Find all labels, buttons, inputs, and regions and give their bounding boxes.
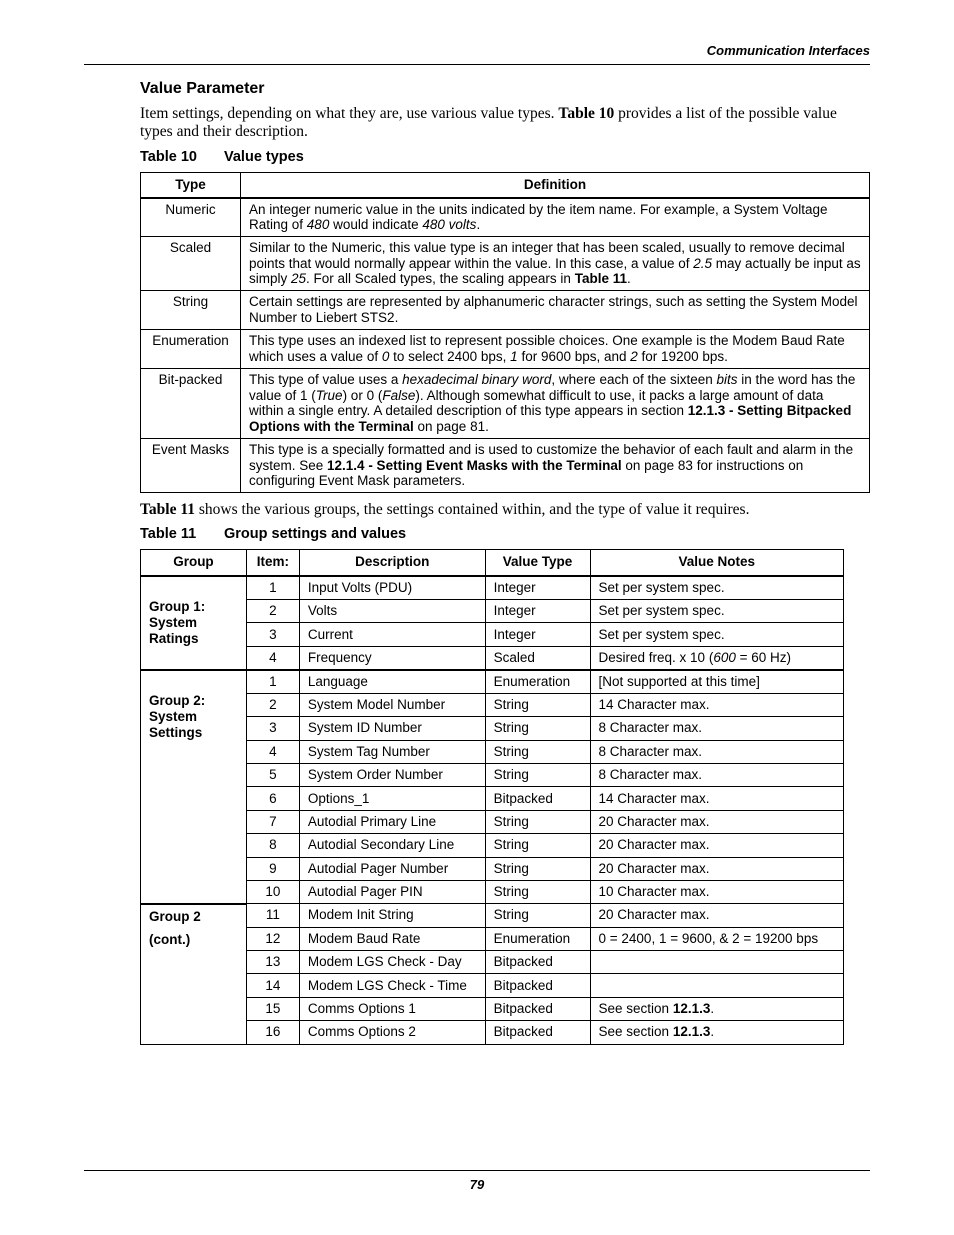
value-type-cell: String (485, 834, 590, 857)
definition-italic: 480 (306, 217, 330, 232)
group-label-line: (cont.) (149, 931, 191, 947)
definition-text: to select 2400 bps, (389, 348, 511, 364)
value-notes-cell: 10 Character max. (590, 880, 843, 903)
group-cell-1 (141, 576, 247, 670)
value-notes-cell: [Not supported at this time] (590, 670, 843, 694)
table-row (141, 763, 844, 786)
table-row (141, 997, 844, 1020)
description-cell: Autodial Pager PIN (299, 880, 485, 903)
table-row (141, 237, 870, 291)
item-cell: 5 (246, 763, 299, 786)
mid-table-ref: Table 11 (140, 501, 195, 518)
col-header-type: Type (141, 173, 241, 198)
value-notes-cell (590, 974, 843, 997)
table-row (141, 951, 844, 974)
value-type-cell: Bitpacked (485, 997, 590, 1020)
table-row (141, 857, 844, 880)
value-notes-cell (590, 997, 843, 1020)
definition-text: This type of value uses a (249, 372, 403, 387)
table-row (141, 927, 844, 950)
definition-text: on page 81. (413, 418, 489, 434)
definition-text: This type is a specially formatted and is used to customize the behavior of each fault and alarm in the system. See (249, 442, 854, 473)
value-notes-cell: 8 Character max. (590, 717, 843, 740)
table-row (141, 834, 844, 857)
definition-cell: Certain settings are represented by alphanumeric character strings, such as setting the System Model Number to Liebert STS2. (241, 291, 870, 330)
footer-rule (84, 1170, 870, 1171)
type-cell: Bit-packed (141, 369, 241, 439)
item-cell: 11 (246, 904, 299, 927)
table-header-row (141, 173, 870, 198)
notes-text: Desired freq. x 10 ( (598, 649, 714, 665)
group-label-line: Group 1: (149, 598, 206, 614)
table-row (141, 439, 870, 493)
value-type-cell: String (485, 717, 590, 740)
definition-italic: False (382, 387, 416, 403)
table-row (141, 600, 844, 623)
col-header-item: Item: (246, 550, 299, 577)
description-cell: System ID Number (299, 717, 485, 740)
definition-text: may actually be input as simply (249, 255, 861, 286)
group-cell-3 (141, 904, 247, 1044)
item-cell: 2 (246, 693, 299, 716)
group-label-line: System (149, 708, 198, 724)
definition-text: . (476, 217, 481, 232)
table11-caption-title: Group settings and values (224, 526, 407, 542)
group-label-line: Ratings (149, 630, 199, 646)
table-row (141, 1021, 844, 1044)
definition-italic: 1 (510, 348, 518, 364)
table-row (141, 787, 844, 810)
table-row (141, 974, 844, 997)
definition-text: ) or 0 ( (342, 387, 383, 403)
type-cell: Event Masks (141, 439, 241, 493)
description-cell: System Tag Number (299, 740, 485, 763)
table-row (141, 330, 870, 369)
type-cell: Numeric (141, 198, 241, 237)
item-cell: 1 (246, 576, 299, 600)
value-notes-cell (590, 646, 843, 670)
value-notes-cell: 20 Character max. (590, 904, 843, 927)
item-cell: 14 (246, 974, 299, 997)
definition-cell (241, 330, 870, 369)
value-type-cell: String (485, 904, 590, 927)
definition-italic: 2 (630, 348, 638, 364)
definition-italic: True (315, 387, 343, 403)
value-type-cell: Integer (485, 623, 590, 646)
running-header: Communication Interfaces (706, 43, 870, 58)
definition-text: would indicate (329, 217, 423, 232)
description-cell: Modem LGS Check - Time (299, 974, 485, 997)
item-cell: 7 (246, 810, 299, 833)
definition-bold-ref: 12.1.4 - Setting Event Masks with the Terminal (327, 457, 622, 473)
table-row (141, 880, 844, 903)
group-settings-table (140, 549, 844, 1045)
description-cell: Current (299, 623, 485, 646)
col-header-definition: Definition (241, 173, 870, 198)
group-cell-2 (141, 670, 247, 904)
table10-caption (140, 149, 304, 165)
notes-text: . (710, 1001, 715, 1017)
description-cell: Comms Options 1 (299, 997, 485, 1020)
intro-text-b: provides a list of the possible value types and their description. (140, 105, 837, 140)
type-cell: Scaled (141, 237, 241, 291)
table-row (141, 693, 844, 716)
group-label-line: Group 2: (149, 692, 206, 708)
value-notes-cell (590, 1021, 843, 1044)
value-notes-cell: 20 Character max. (590, 857, 843, 880)
intro-text-a: Item settings, depending on what they are, use various value types. (140, 105, 559, 122)
table-row (141, 810, 844, 833)
notes-text: = 60 Hz) (735, 649, 791, 665)
value-notes-cell: 20 Character max. (590, 834, 843, 857)
value-type-cell: Enumeration (485, 670, 590, 694)
header-rule (84, 64, 870, 65)
section-title: Value Parameter (140, 80, 265, 97)
item-cell: 15 (246, 997, 299, 1020)
value-type-cell: Bitpacked (485, 1021, 590, 1044)
value-type-cell: String (485, 693, 590, 716)
definition-italic: bits (716, 372, 738, 387)
description-cell: Autodial Primary Line (299, 810, 485, 833)
notes-text: . (710, 1024, 715, 1040)
description-cell: Autodial Pager Number (299, 857, 485, 880)
table-row (141, 291, 870, 330)
table-row (141, 623, 844, 646)
value-type-cell: Bitpacked (485, 951, 590, 974)
col-header-value-type: Value Type (485, 550, 590, 577)
definition-italic: 2.5 (693, 255, 713, 271)
value-type-cell: Bitpacked (485, 974, 590, 997)
item-cell: 13 (246, 951, 299, 974)
value-notes-cell: 8 Character max. (590, 740, 843, 763)
type-cell: Enumeration (141, 330, 241, 369)
item-cell: 16 (246, 1021, 299, 1044)
definition-cell (241, 198, 870, 237)
item-cell: 9 (246, 857, 299, 880)
description-cell: System Model Number (299, 693, 485, 716)
table-row (141, 717, 844, 740)
item-cell: 2 (246, 600, 299, 623)
definition-bold-ref: 12.1.3 - Setting Bitpacked Options with the Terminal (249, 403, 852, 434)
value-type-cell: String (485, 763, 590, 786)
mid-text: shows the various groups, the settings contained within, and the type of value it requires. (195, 501, 750, 518)
definition-text: This type uses an indexed list to represent possible choices. One example is the Modem Baud Rate which uses a value of (249, 333, 845, 364)
item-cell: 4 (246, 646, 299, 670)
definition-text: for 19200 bps. (637, 348, 728, 364)
item-cell: 3 (246, 717, 299, 740)
table-row (141, 369, 870, 439)
definition-bold-ref: Table 11 (574, 271, 627, 286)
group-label-line: System (149, 614, 198, 630)
description-cell: Input Volts (PDU) (299, 576, 485, 600)
table11-caption-number: Table 11 (140, 526, 197, 542)
definition-cell (241, 237, 870, 291)
description-cell: System Order Number (299, 763, 485, 786)
description-cell: Autodial Secondary Line (299, 834, 485, 857)
table-row (141, 198, 870, 237)
mid-paragraph (140, 501, 870, 519)
value-notes-cell: 0 = 2400, 1 = 9600, & 2 = 19200 bps (590, 927, 843, 950)
table-header-row (141, 550, 844, 577)
definition-text: An integer numeric value in the units indicated by the item name. For example, a System Voltage Rating of (249, 201, 828, 232)
description-cell: Modem Baud Rate (299, 927, 485, 950)
definition-text: for 9600 bps, and (517, 348, 631, 364)
value-notes-cell: Set per system spec. (590, 623, 843, 646)
table-row (141, 740, 844, 763)
table-row (141, 576, 844, 600)
definition-cell (241, 369, 870, 439)
description-cell: Frequency (299, 646, 485, 670)
value-type-cell: Integer (485, 600, 590, 623)
definition-text: on page 83 for instructions on configuring Event Mask parameters. (249, 457, 804, 488)
definition-cell (241, 439, 870, 493)
table10-caption-title: Value types (224, 149, 304, 165)
description-cell: Comms Options 2 (299, 1021, 485, 1044)
item-cell: 6 (246, 787, 299, 810)
value-type-cell: String (485, 880, 590, 903)
description-cell: Volts (299, 600, 485, 623)
col-header-group: Group (141, 550, 247, 577)
description-cell: Modem Init String (299, 904, 485, 927)
value-notes-cell: 14 Character max. (590, 693, 843, 716)
definition-italic: 0 (381, 348, 390, 364)
col-header-value-notes: Value Notes (590, 550, 843, 577)
definition-text: , where each of the sixteen (551, 372, 717, 387)
notes-italic: 600 (713, 649, 736, 665)
value-notes-cell (590, 951, 843, 974)
item-cell: 12 (246, 927, 299, 950)
value-notes-cell: Set per system spec. (590, 600, 843, 623)
table-row (141, 904, 844, 927)
notes-text: See section (598, 1001, 673, 1017)
value-type-cell: String (485, 810, 590, 833)
value-type-cell: Scaled (485, 646, 590, 670)
definition-text: Similar to the Numeric, this value type is an integer that has been scaled, usually to remove decimal points that would normally appear within the value. In this case, a value of (249, 240, 845, 271)
col-header-description: Description (299, 550, 485, 577)
value-type-cell: String (485, 740, 590, 763)
table-row (141, 670, 844, 694)
item-cell: 3 (246, 623, 299, 646)
definition-text: in the word has the value of 1 ( (249, 372, 856, 403)
group-label-line: Group 2 (149, 908, 201, 924)
value-notes-cell: 8 Character max. (590, 763, 843, 786)
value-type-cell: String (485, 857, 590, 880)
value-notes-cell: 20 Character max. (590, 810, 843, 833)
definition-text: . For all Scaled types, the scaling appears in (306, 271, 575, 286)
definition-italic: 25 (291, 271, 307, 286)
item-cell: 10 (246, 880, 299, 903)
item-cell: 1 (246, 670, 299, 694)
value-notes-cell: 14 Character max. (590, 787, 843, 810)
definition-text: . (626, 271, 631, 286)
page-number: 79 (469, 1177, 485, 1192)
definition-italic: 480 volts (422, 217, 477, 232)
item-cell: 8 (246, 834, 299, 857)
group-label-line: Settings (149, 724, 203, 740)
intro-table-ref: Table 10 (558, 105, 615, 122)
value-type-cell: Enumeration (485, 927, 590, 950)
description-cell: Options_1 (299, 787, 485, 810)
type-cell: String (141, 291, 241, 330)
table10-caption-number: Table 10 (140, 149, 197, 165)
definition-italic: hexadecimal binary word (402, 372, 552, 387)
table11-caption (140, 526, 406, 542)
value-type-cell: Bitpacked (485, 787, 590, 810)
item-cell: 4 (246, 740, 299, 763)
notes-bold-ref: 12.1.3 (672, 1001, 711, 1017)
value-types-table (140, 172, 870, 493)
notes-bold-ref: 12.1.3 (672, 1024, 711, 1040)
description-cell: Language (299, 670, 485, 694)
value-notes-cell: Set per system spec. (590, 576, 843, 600)
description-cell: Modem LGS Check - Day (299, 951, 485, 974)
definition-text: ). Although somewhat difficult to use, it packs a large amount of data within a single entry. A detailed description of this type appears in section (249, 387, 824, 418)
intro-paragraph (140, 105, 870, 141)
value-type-cell: Integer (485, 576, 590, 600)
table-row (141, 646, 844, 670)
notes-text: See section (598, 1024, 673, 1040)
